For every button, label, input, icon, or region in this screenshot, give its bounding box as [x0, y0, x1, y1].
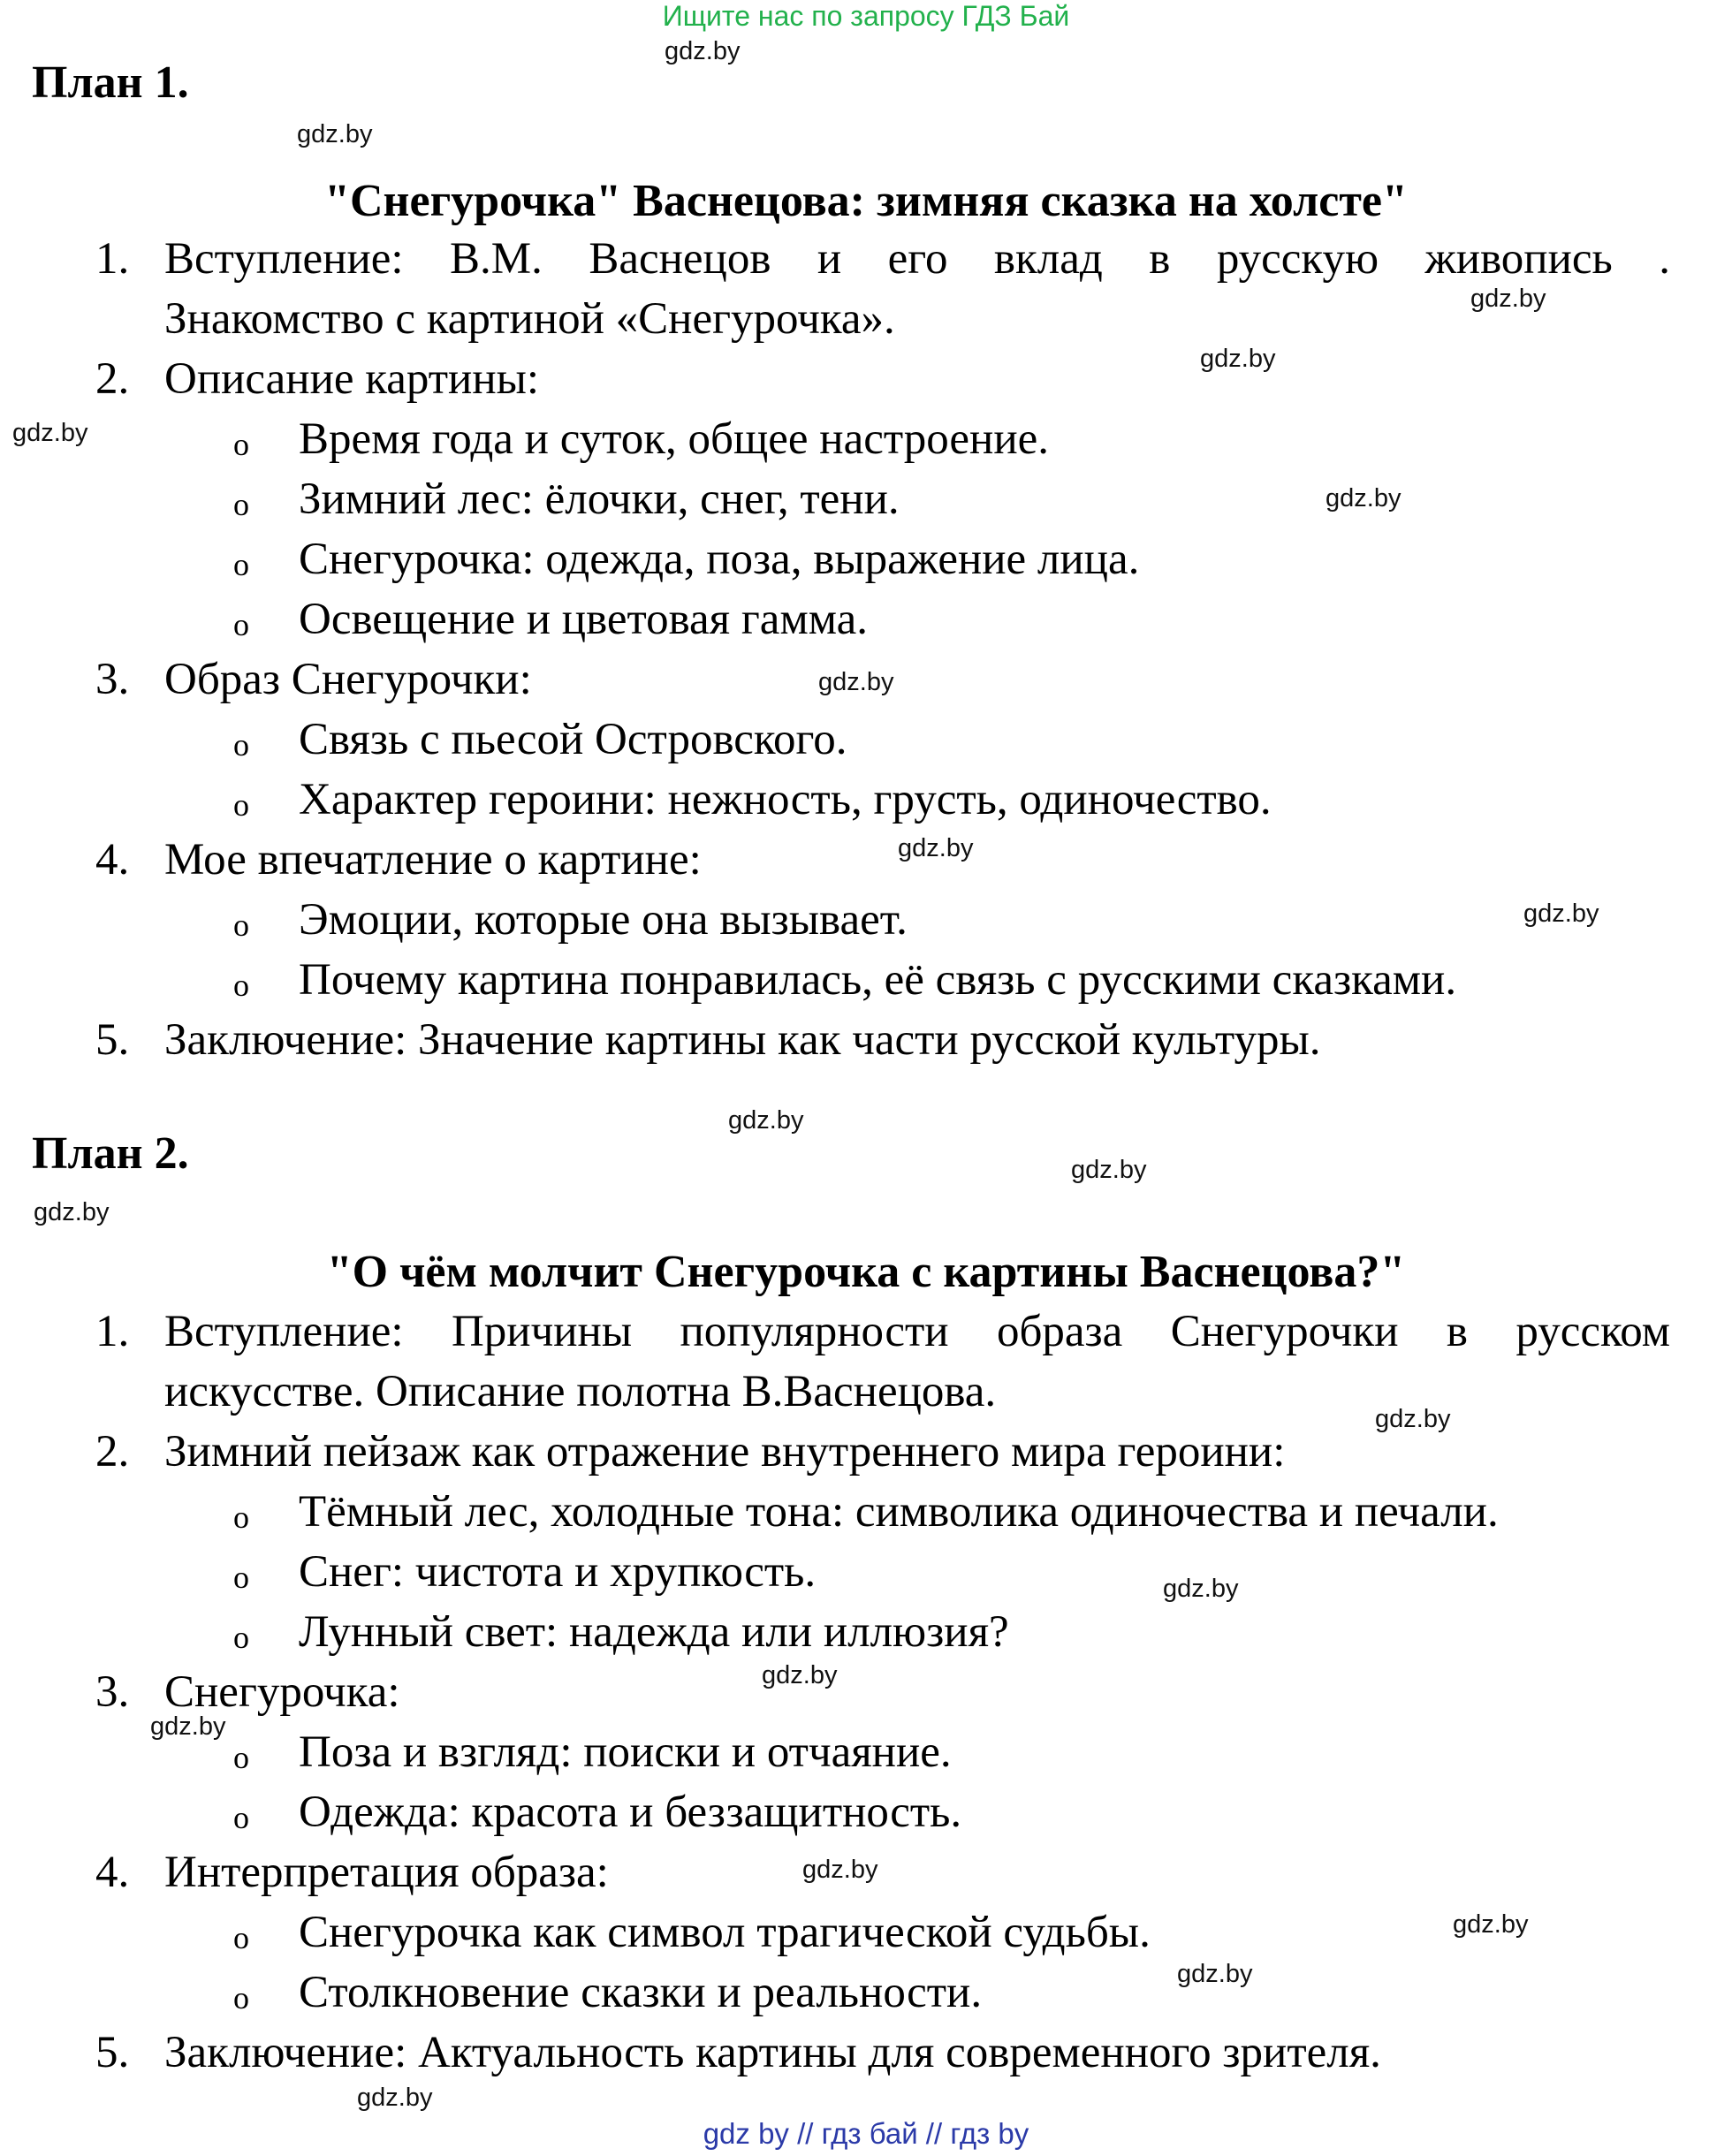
plan-2-item-2: Зимний пейзаж как отражение внутреннего мира героини:: [164, 1427, 1286, 1477]
watermark: gdz.by: [802, 1856, 878, 1884]
plan-1-item-3: Образ Снегурочки:: [164, 655, 532, 704]
plan-2-item-number: 4.: [95, 1848, 130, 1897]
plan-2-sub-item: Одежда: красота и беззащитность.: [299, 1788, 962, 1837]
plan-2-sub-item: Снегурочка как символ трагической судьбы.: [299, 1908, 1151, 1957]
search-banner[interactable]: Ищите нас по запросу ГДЗ Бай: [662, 0, 1070, 32]
bullet-icon: o: [233, 787, 249, 823]
plan-1-sub-item: Характер героини: нежность, грусть, одиночество.: [299, 775, 1272, 824]
bullet-icon: o: [233, 1920, 249, 1955]
watermark: gdz.by: [1375, 1405, 1451, 1433]
plan-2-item-number: 1.: [95, 1307, 130, 1356]
plan-1-heading: План 1.: [32, 57, 189, 108]
plan-2-heading: План 2.: [32, 1128, 189, 1179]
bullet-icon: o: [233, 487, 249, 522]
plan-1-item-1-line-2: Знакомство с картиной «Снегурочка».: [164, 294, 895, 344]
plan-2-item-number: 2.: [95, 1427, 130, 1477]
plan-1-sub-item: Снегурочка: одежда, поза, выражение лица.: [299, 535, 1140, 584]
plan-1-sub-item: Зимний лес: ёлочки, снег, тени.: [299, 474, 900, 524]
bullet-icon: o: [233, 427, 249, 462]
plan-1-item-number: 5.: [95, 1015, 130, 1065]
plan-2-item-1-line-1: Вступление: Причины популярности образа Снегурочки в русском: [164, 1307, 1670, 1356]
bullet-icon: o: [233, 1740, 249, 1775]
plan-2-sub-item: Лунный свет: надежда или иллюзия?: [299, 1607, 1009, 1657]
plan-1-item-number: 2.: [95, 354, 130, 404]
bullet-icon: o: [233, 727, 249, 763]
plan-1-item-5: Заключение: Значение картины как части русской культуры.: [164, 1015, 1321, 1065]
bullet-icon: o: [233, 968, 249, 1003]
watermark: gdz.by: [297, 120, 373, 148]
watermark: gdz.by: [1453, 1910, 1529, 1939]
bullet-icon: o: [233, 607, 249, 642]
watermark: gdz.by: [12, 419, 88, 447]
plan-2-item-1-line-2: искусстве. Описание полотна В.Васнецова.: [164, 1367, 997, 1416]
watermark: gdz.by: [34, 1198, 110, 1226]
bullet-icon: o: [233, 1980, 249, 2016]
bullet-icon: o: [233, 1499, 249, 1535]
watermark: gdz.by: [357, 2084, 433, 2112]
plan-1-item-number: 3.: [95, 655, 130, 704]
watermark: gdz.by: [665, 37, 741, 65]
plan-1-sub-item: Эмоции, которые она вызывает.: [299, 895, 908, 945]
plan-2-sub-item: Тёмный лес, холодные тона: символика одиночества и печали.: [299, 1487, 1499, 1537]
watermark: gdz.by: [150, 1712, 226, 1741]
plan-2-item-4: Интерпретация образа:: [164, 1848, 609, 1897]
watermark: gdz.by: [728, 1106, 804, 1135]
bullet-icon: o: [233, 1620, 249, 1655]
plan-2-item-3: Снегурочка:: [164, 1667, 400, 1717]
bullet-icon: o: [233, 1560, 249, 1595]
watermark: gdz.by: [1163, 1575, 1239, 1603]
plan-1-item-4: Мое впечатление о картине:: [164, 835, 702, 884]
footer-links[interactable]: gdz by // гдз бай // гдз by: [703, 2117, 1029, 2150]
plan-2-title: "О чём молчит Снегурочка с картины Васнецова?": [326, 1247, 1406, 1297]
plan-2-sub-item: Поза и взгляд: поиски и отчаяние.: [299, 1727, 952, 1777]
watermark: gdz.by: [762, 1661, 838, 1689]
watermark: gdz.by: [1470, 285, 1546, 313]
watermark: gdz.by: [818, 668, 894, 696]
plan-1-item-number: 1.: [95, 234, 130, 284]
plan-1-item-2: Описание картины:: [164, 354, 540, 404]
watermark: gdz.by: [1326, 484, 1402, 512]
plan-1-sub-item: Почему картина понравилась, её связь с русскими сказками.: [299, 955, 1457, 1005]
plan-2-sub-item: Снег: чистота и хрупкость.: [299, 1547, 817, 1597]
plan-1-item-number: 4.: [95, 835, 130, 884]
watermark: gdz.by: [1523, 900, 1599, 928]
plan-2-item-number: 5.: [95, 2028, 130, 2077]
watermark: gdz.by: [1177, 1960, 1253, 1988]
plan-1-item-1-line-1: Вступление: В.М. Васнецов и его вклад в русскую живопись .: [164, 234, 1670, 284]
plan-1-title: "Снегурочка" Васнецова: зимняя сказка на холсте": [324, 176, 1408, 226]
watermark: gdz.by: [898, 834, 974, 862]
plan-2-item-5: Заключение: Актуальность картины для современного зрителя.: [164, 2028, 1381, 2077]
watermark: gdz.by: [1200, 345, 1276, 373]
plan-2-sub-item: Столкновение сказки и реальности.: [299, 1968, 983, 2017]
bullet-icon: o: [233, 547, 249, 582]
plan-2-item-number: 3.: [95, 1667, 130, 1717]
plan-1-sub-item: Освещение и цветовая гамма.: [299, 595, 869, 644]
bullet-icon: o: [233, 1800, 249, 1835]
bullet-icon: o: [233, 907, 249, 943]
plan-1-sub-item: Связь с пьесой Островского.: [299, 715, 847, 764]
plan-1-sub-item: Время года и суток, общее настроение.: [299, 414, 1049, 464]
watermark: gdz.by: [1071, 1156, 1147, 1184]
